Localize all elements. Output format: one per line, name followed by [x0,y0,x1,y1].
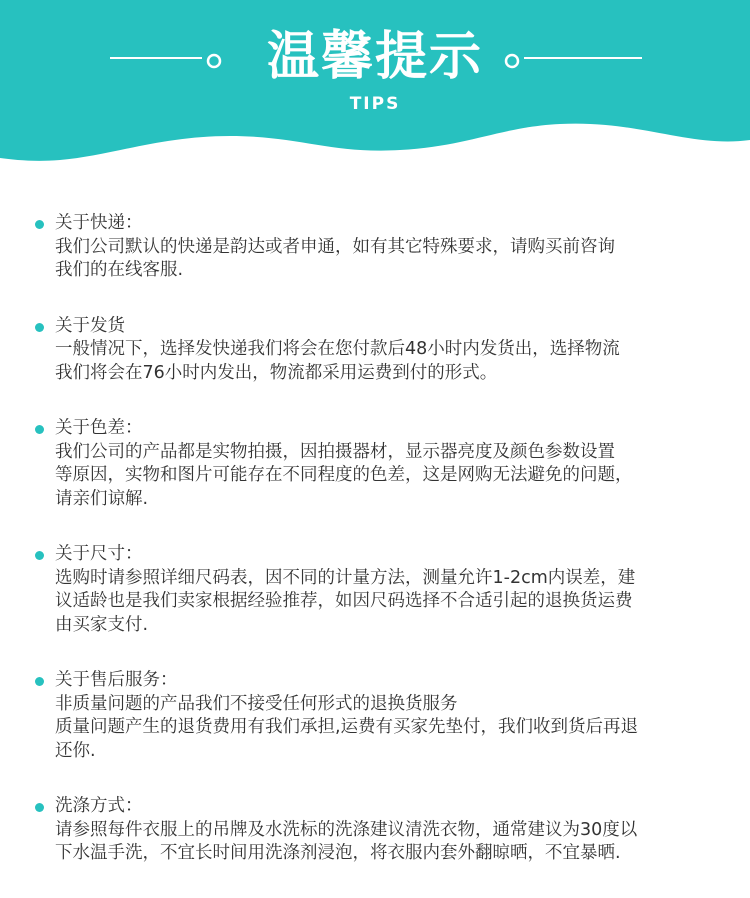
tip-text: 非质量问题的产品我们不接受任何形式的退换货服务 [55,693,458,714]
tip-heading: 关于快递： [55,213,143,233]
tip-size [0,543,750,637]
tip-color-difference [0,417,750,511]
bullet-dot-icon [35,323,44,332]
tip-text: 由买家支付. [55,614,149,635]
tip-heading: 关于色差： [55,418,143,438]
tip-text: 我们的在线客服. [55,260,184,280]
tip-text: 还你. [55,740,96,761]
tip-text: 我们公司默认的快递是韵达或者申通，如有其它特殊要求，请购买前咨询 [55,236,615,257]
tip-heading: 关于售后服务： [55,670,178,690]
tip-text: 选购时请参照详细尺码表，因不同的计量方法，测量允许1-2cm内误差，建 [55,567,636,588]
tip-text: 议适龄也是我们卖家根据经验推荐，如因尺码选择不合适引起的退换货运费 [55,591,633,611]
tip-after-sales [0,669,750,763]
tip-text: 下水温手洗，不宜长时间用洗涤剂浸泡，将衣服内套外翻晾晒，不宜暴晒. [55,843,621,863]
tip-delivery [0,315,750,386]
tip-text: 请参照每件衣服上的吊牌及水洗标的洗涤建议清洗衣物，通常建议为30度以 [55,819,638,840]
tip-shipping [0,212,750,283]
bullet-dot-icon [35,803,44,812]
tip-text: 我们公司的产品都是实物拍摄，因拍摄器材，显示器亮度及颜色参数设置 [55,441,615,462]
tip-text: 请亲们谅解. [55,488,149,509]
bullet-dot-icon [35,220,44,229]
header-banner [0,0,750,175]
tip-heading: 关于尺寸： [55,544,143,564]
tip-washing [0,795,750,866]
tip-text: 质量问题产生的退货费用有我们承担,运费有买家先垫付，我们收到货后再退 [55,717,639,737]
tips-list [0,212,750,898]
bullet-dot-icon [35,425,44,434]
tip-text: 一般情况下，选择发快递我们将会在您付款后48小时内发货出，选择物流 [55,339,620,359]
tip-text: 等原因，实物和图片可能存在不同程度的色差，这是网购无法避免的问题， [55,465,633,485]
tip-heading: 洗涤方式： [55,796,143,816]
tip-text: 我们将会在76小时内发出，物流都采用运费到付的形式。 [55,362,498,383]
bullet-dot-icon [35,551,44,560]
tip-heading: 关于发货 [55,315,125,336]
page-subtitle: TIPS [349,94,401,114]
page-title: 温馨提示 [266,27,483,87]
bullet-dot-icon [35,677,44,686]
